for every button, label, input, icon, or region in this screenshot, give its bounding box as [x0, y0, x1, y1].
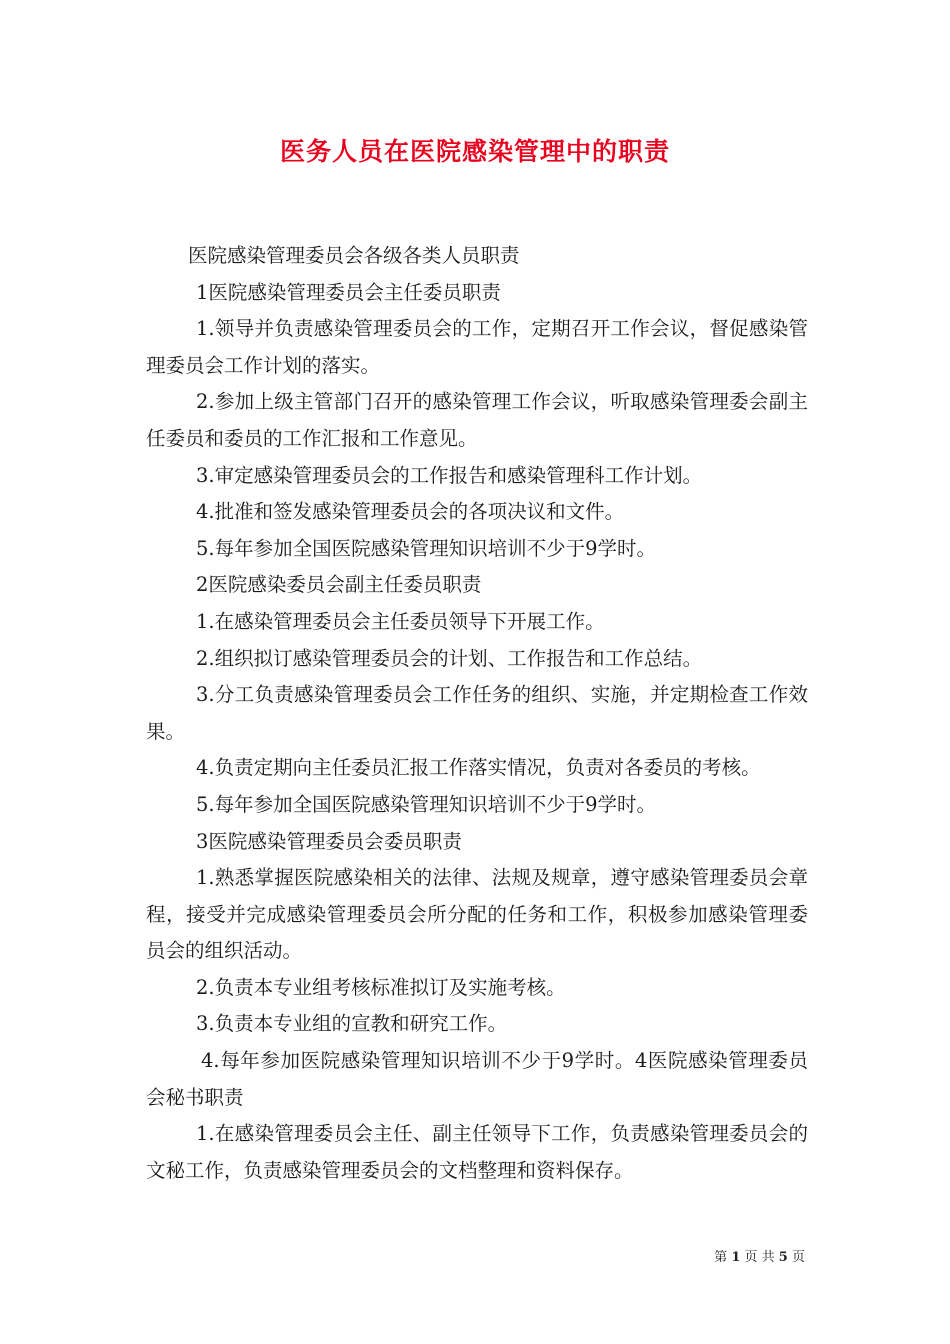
list-item: 4.批准和签发感染管理委员会的各项决议和文件。: [196, 500, 625, 524]
page-footer: [714, 1246, 805, 1265]
list-item: 5.每年参加全国医院感染管理知识培训不少于9学时。: [196, 792, 657, 816]
list-item: 5.每年参加全国医院感染管理知识培训不少于9学时。: [196, 536, 657, 560]
document-body: [146, 238, 808, 1189]
list-item: 4.每年参加医院感染管理知识培训不少于9学时。4医院感染管理委员会秘书职责: [146, 1049, 808, 1109]
list-item: 3.负责本专业组的宣教和研究工作。: [196, 1012, 508, 1036]
list-item: 4.负责定期向主任委员汇报工作落实情况，负责对各委员的考核。: [196, 756, 761, 780]
subsection-heading: 2医院感染委员会副主任委员职责: [196, 573, 482, 597]
list-item: 2.参加上级主管部门召开的感染管理工作会议，听取感染管理委会副主任委员和委员的工作汇报和工作意见。: [146, 390, 808, 450]
list-item: 1.领导并负责感染管理委员会的工作，定期召开工作会议，督促感染管理委员会工作计划的落实。: [146, 317, 808, 377]
list-item: 1.在感染管理委员会主任、副主任领导下工作，负责感染管理委员会的文秘工作，负责感染管理委员会的文档整理和资料保存。: [146, 1122, 808, 1182]
list-item: 2.负责本专业组考核标准拟订及实施考核。: [196, 975, 566, 999]
list-item: 1.在感染管理委员会主任委员领导下开展工作。: [196, 609, 605, 633]
subsection-heading: 1医院感染管理委员会主任委员职责: [196, 280, 501, 304]
footer-prefix: 第: [714, 1250, 728, 1265]
footer-suffix: 页: [791, 1250, 805, 1265]
list-item: 1.熟悉掌握医院感染相关的法律、法规及规章，遵守感染管理委员会章程，接受并完成感染管理委员会所分配的任务和工作，积极参加感染管理委员会的组织活动。: [146, 866, 808, 963]
list-item: 2.组织拟订感染管理委员会的计划、工作报告和工作总结。: [196, 646, 703, 670]
footer-middle: 页 共: [744, 1250, 775, 1265]
footer-total-pages: 5: [778, 1250, 788, 1265]
list-item: 3.审定感染管理委员会的工作报告和感染管理科工作计划。: [196, 463, 703, 487]
document-title: 医务人员在医院感染管理中的职责: [279, 137, 670, 166]
list-item: 3.分工负责感染管理委员会工作任务的组织、实施，并定期检查工作效果。: [146, 683, 808, 743]
section-heading: 医院感染管理委员会各级各类人员职责: [188, 244, 520, 267]
subsection-heading: 3医院感染管理委员会委员职责: [196, 829, 462, 853]
footer-page-number: 1: [731, 1250, 741, 1265]
